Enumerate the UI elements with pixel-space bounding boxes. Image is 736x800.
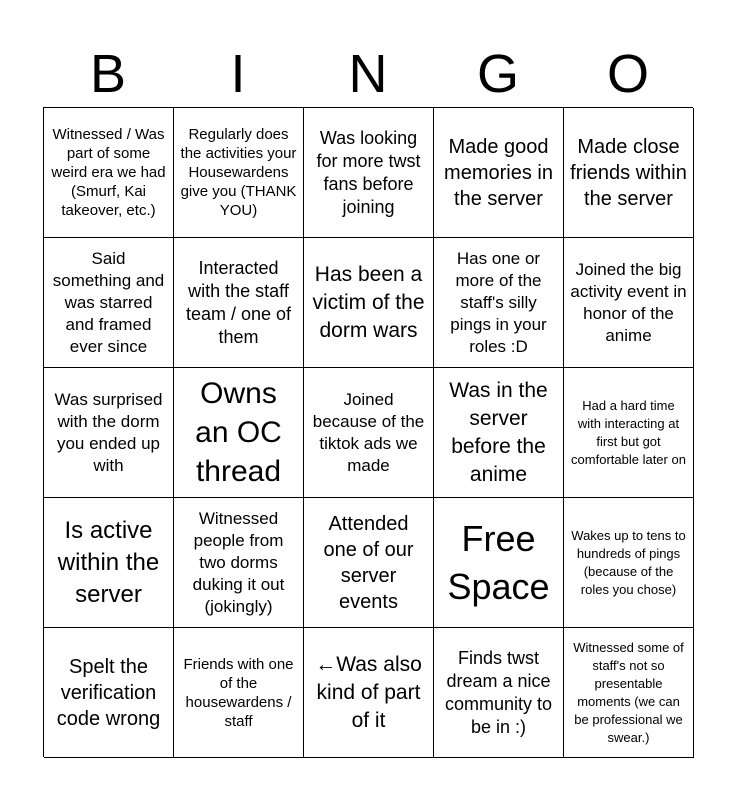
- bingo-cell-text: Interacted with the staff team / one of them: [185, 257, 292, 347]
- bingo-cell-text: ←Was also kind of part of it: [315, 652, 422, 732]
- bingo-cell: [304, 238, 434, 368]
- bingo-cell-text: Finds twst dream a nice community to be in :): [444, 647, 553, 737]
- bingo-cell: [174, 108, 304, 238]
- bingo-cell-text: Is active within the server: [57, 516, 160, 608]
- bingo-cell-text: Witnessed people from two dorms duking it out (jokingly): [192, 508, 285, 616]
- bingo-cell-text: Joined because of the tiktok ads we made: [312, 389, 425, 475]
- bingo-cell: [564, 238, 694, 368]
- bingo-cell: [434, 238, 564, 368]
- header-letter-o: O: [606, 44, 649, 104]
- bingo-cell-text: Has been a victim of the dorm wars: [312, 262, 425, 342]
- bingo-cell: [434, 108, 564, 238]
- bingo-cell: [304, 368, 434, 498]
- header-letter-g: G: [476, 44, 519, 104]
- bingo-card-grid: [43, 107, 693, 757]
- header-letter-b: B: [89, 44, 127, 104]
- bingo-cell: [304, 628, 434, 758]
- bingo-cell-text: Made good memories in the server: [444, 135, 553, 210]
- bingo-cell: [434, 628, 564, 758]
- bingo-cell-text: Was in the server before the anime: [449, 378, 548, 486]
- bingo-cell-text: Had a hard time with interacting at first but got comfortable later on: [571, 397, 686, 467]
- bingo-cell: [44, 238, 174, 368]
- bingo-cell-text: Said something and was starred and framed ever since: [52, 248, 165, 356]
- bingo-cell-text: Made close friends within the server: [570, 135, 687, 210]
- bingo-cell: [564, 498, 694, 628]
- bingo-cell: [44, 368, 174, 498]
- bingo-cell-text: Was looking for more twst fans before joining: [316, 127, 421, 217]
- bingo-cell-text: Owns an OC thread: [195, 377, 282, 488]
- bingo-cell: [174, 498, 304, 628]
- bingo-cell: [564, 368, 694, 498]
- bingo-cell-text: Wakes up to tens to hundreds of pings (because of the roles you chose): [571, 527, 686, 597]
- bingo-cell-text: Free Space: [447, 517, 550, 607]
- bingo-cell: [174, 238, 304, 368]
- bingo-cell: [564, 628, 694, 758]
- bingo-cell: [174, 368, 304, 498]
- bingo-cell-text: Was surprised with the dorm you ended up with: [54, 389, 163, 475]
- bingo-cell-text: Witnessed some of staff's not so presentable moments (we can be professional we swear.): [573, 639, 684, 745]
- bingo-cell-free-space: [434, 498, 564, 628]
- bingo-cell-text: Witnessed / Was part of some weird era we had (Smurf, Kai takeover, etc.): [51, 126, 166, 219]
- bingo-cell: [44, 108, 174, 238]
- bingo-cell: [304, 498, 434, 628]
- bingo-cell-text: Spelt the verification code wrong: [56, 655, 161, 730]
- bingo-cell: [434, 368, 564, 498]
- bingo-cell-text: Attended one of our server events: [323, 512, 414, 613]
- bingo-cell-text: Regularly does the activities your Housewardens give you (THANK YOU): [180, 126, 297, 219]
- bingo-cell-text: Friends with one of the housewardens / staff: [183, 655, 294, 730]
- header-letter-i: I: [230, 44, 246, 104]
- bingo-cell: [174, 628, 304, 758]
- header-letter-n: N: [348, 44, 388, 104]
- bingo-cell: [44, 498, 174, 628]
- bingo-header: [43, 40, 693, 108]
- bingo-cell: [304, 108, 434, 238]
- bingo-cell: [44, 628, 174, 758]
- bingo-cell-text: Joined the big activity event in honor of the anime: [570, 259, 687, 345]
- bingo-cell-text: Has one or more of the staff's silly pings in your roles :D: [450, 248, 547, 356]
- bingo-cell: [564, 108, 694, 238]
